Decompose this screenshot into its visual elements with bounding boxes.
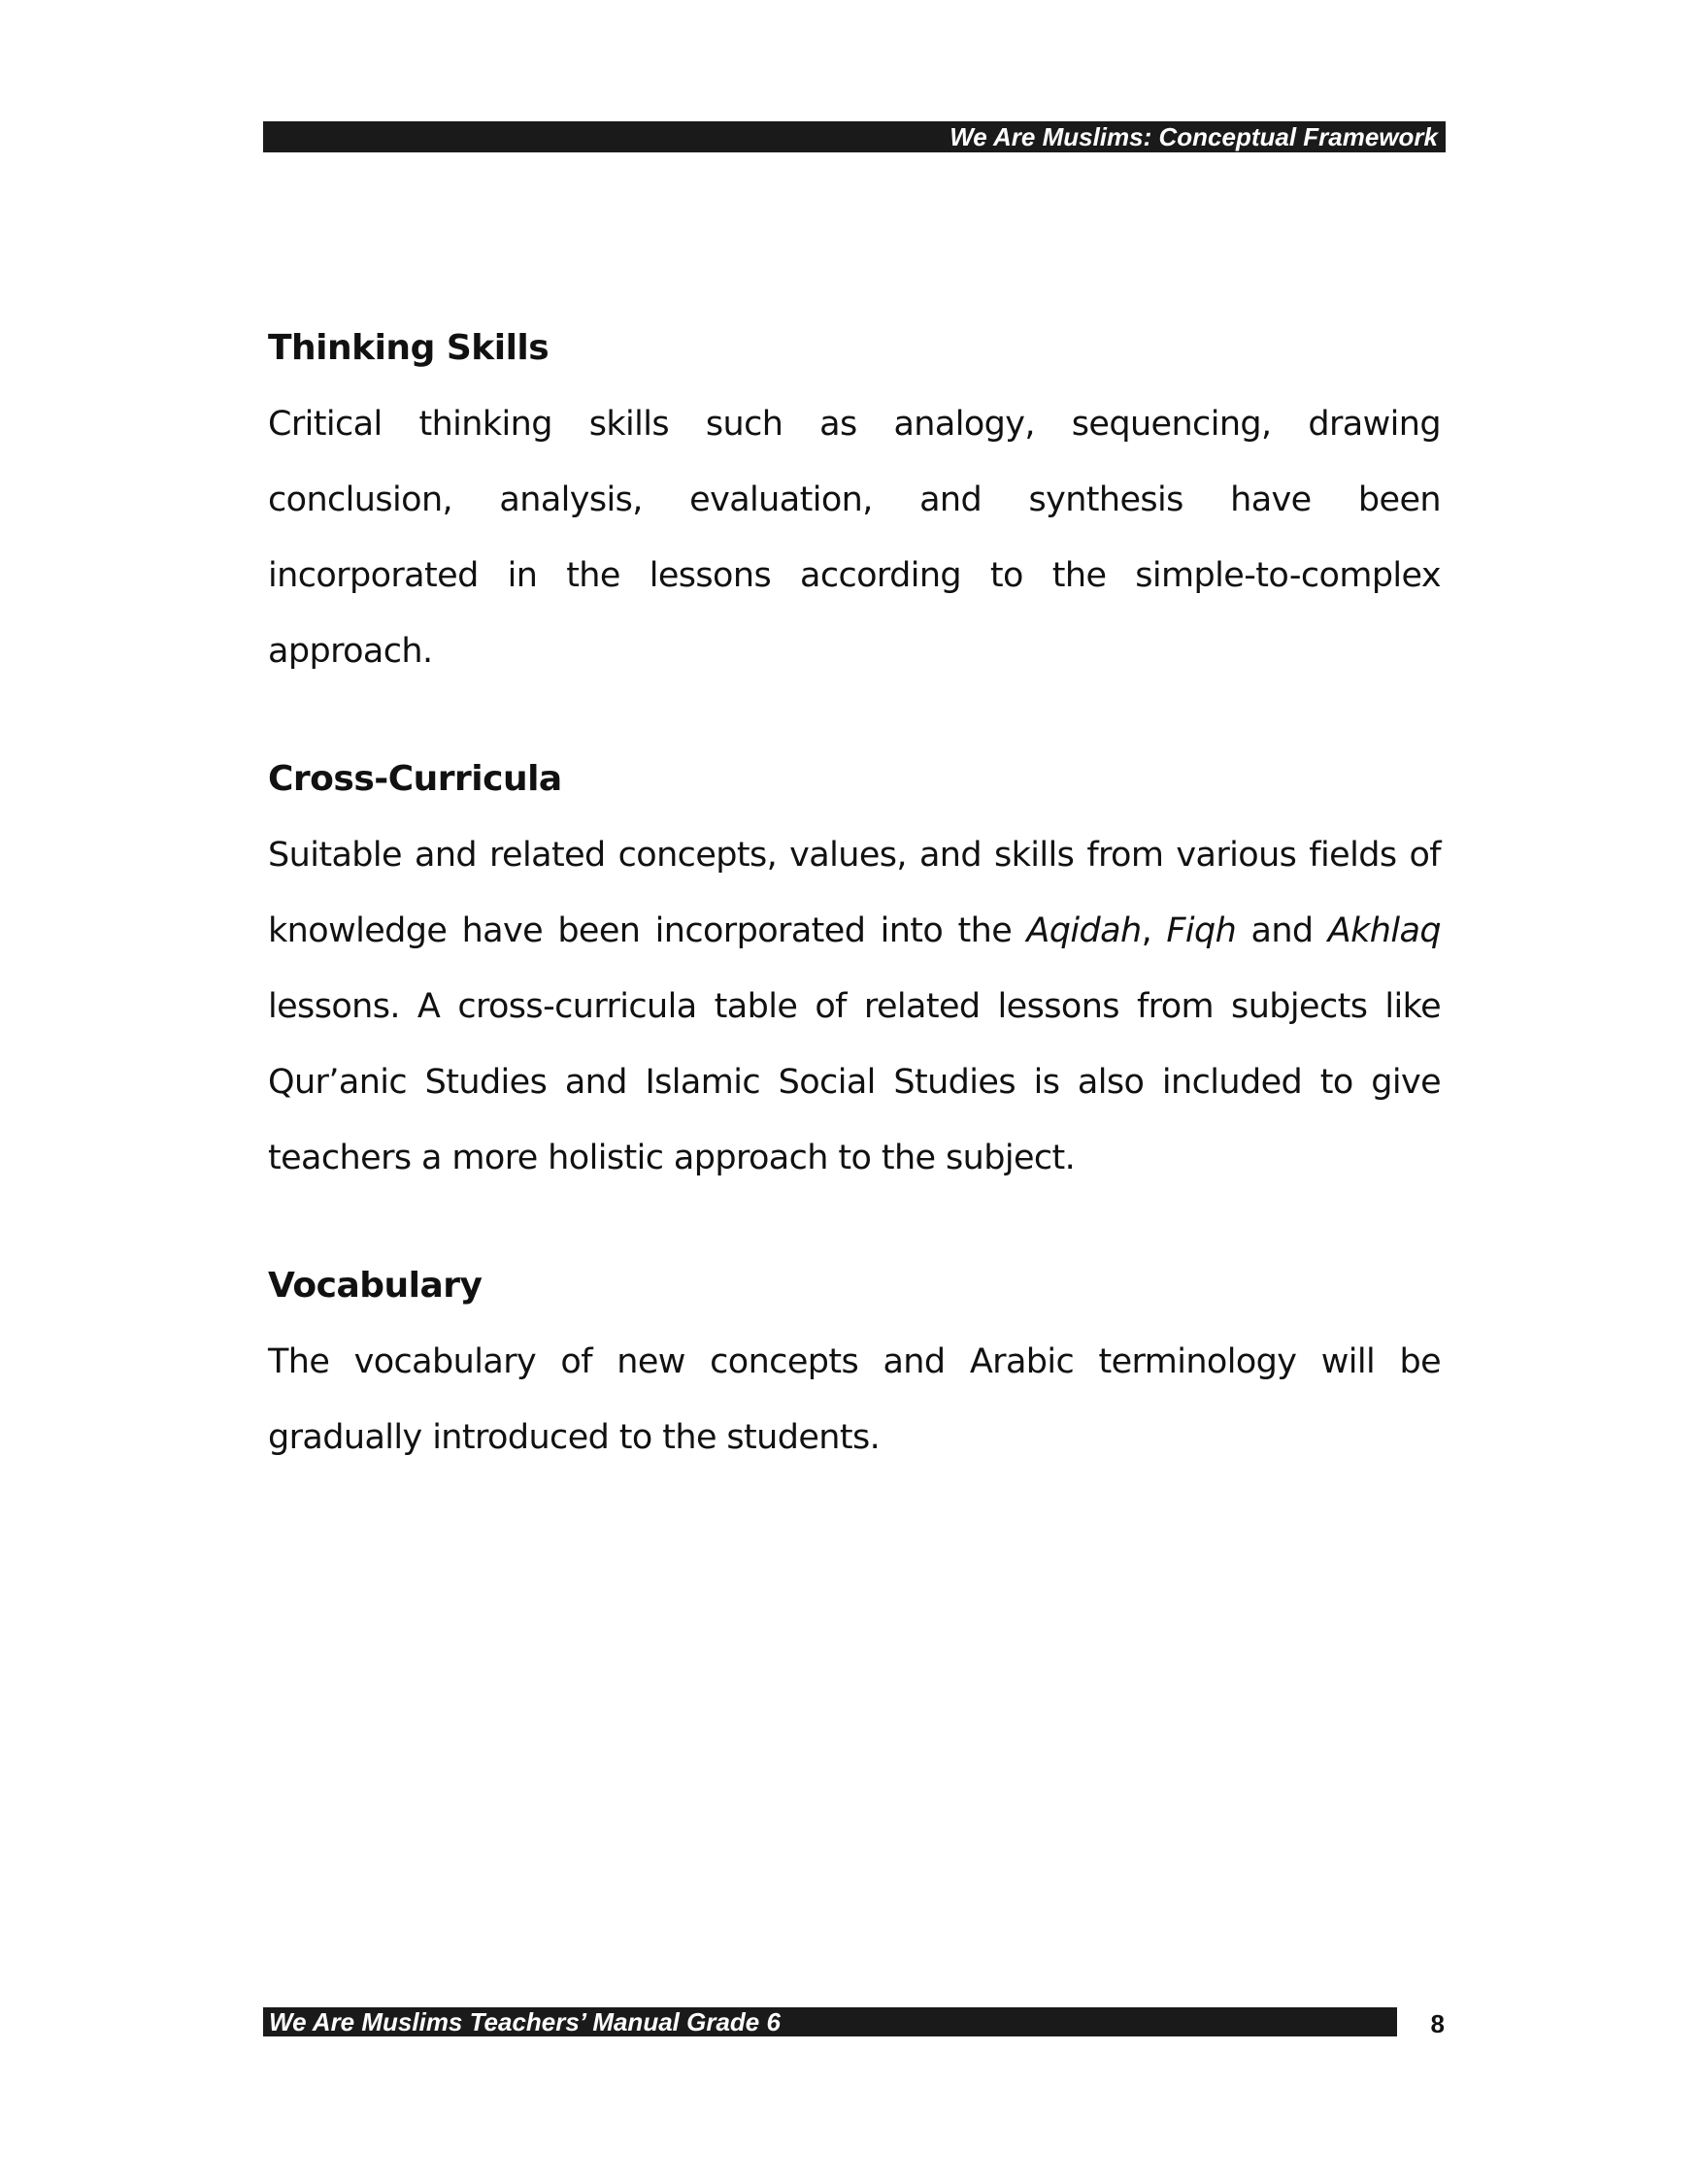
- separator: ,: [1141, 911, 1167, 950]
- section-cross-curricula: [268, 742, 1441, 1196]
- section-thinking-skills: [268, 311, 1441, 689]
- section-vocabulary: [268, 1248, 1441, 1475]
- section-heading: Vocabulary: [268, 1266, 483, 1306]
- footer-title: We Are Muslims Teachers’ Manual Grade 6: [269, 2007, 781, 2036]
- footer-bar: [263, 2007, 1397, 2036]
- section-body: Critical thinking skills such as analogy, sequencing, drawing conclusion, analysis, evaluation, and synthesis have been incorporated in the lessons according to the simple-to-complex approach.: [268, 405, 1441, 671]
- section-body: The vocabulary of new concepts and Arabic terminology will be gradually introduced to the students.: [268, 1342, 1441, 1457]
- body-text: Suitable and related concepts, values, and skills from various fields of knowledge have been incorporated into the: [268, 836, 1441, 950]
- page-content: [268, 311, 1441, 1528]
- term-aqidah: Aqidah: [1026, 911, 1142, 950]
- separator: and: [1236, 911, 1328, 950]
- term-fiqh: Fiqh: [1166, 911, 1237, 950]
- term-akhlaq: Akhlaq: [1327, 911, 1441, 950]
- header-bar: [263, 121, 1446, 152]
- section-heading: Thinking Skills: [268, 328, 550, 368]
- body-text: lessons. A cross-curricula table of related lessons from subjects like Qur’anic Studies and Islamic Social Studies is also included to give teachers a more holistic approach to the subject.: [268, 987, 1441, 1177]
- section-heading: Cross-Curricula: [268, 759, 562, 799]
- header-title: We Are Muslims: Conceptual Framework: [949, 122, 1438, 151]
- section-body: [268, 817, 1441, 1196]
- page-number: 8: [1430, 2009, 1445, 2038]
